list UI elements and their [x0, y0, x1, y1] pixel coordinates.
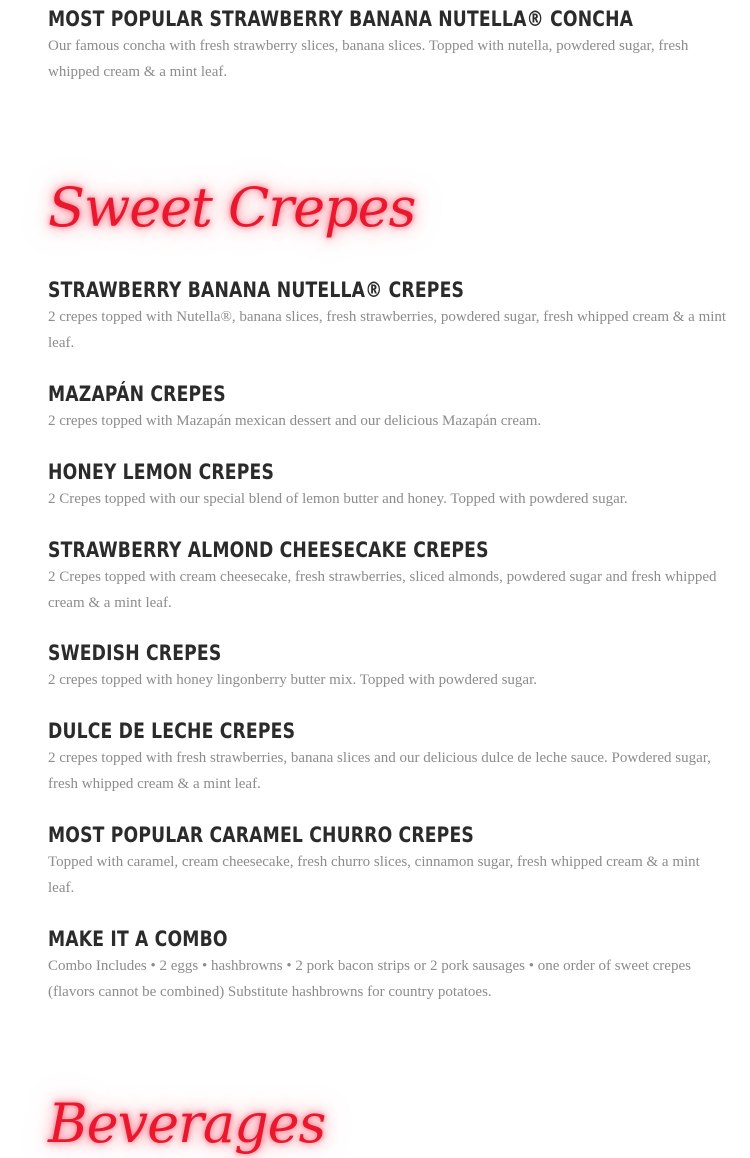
item-title: STRAWBERRY ALMOND CHEESECAKE CREPES	[48, 538, 489, 562]
menu-item	[48, 381, 728, 434]
menu-item	[48, 459, 728, 512]
menu-item	[48, 537, 728, 616]
item-title: HONEY LEMON CREPES	[48, 460, 275, 484]
item-title: STRAWBERRY BANANA NUTELLA® CREPES	[48, 278, 465, 302]
menu-item-concha	[48, 6, 728, 85]
menu-item	[48, 718, 728, 797]
item-description: 2 crepes topped with honey lingonberry butter mix. Topped with powdered sugar.	[48, 672, 537, 688]
item-description: 2 crepes topped with Mazapán mexican dessert and our delicious Mazapán cream.	[48, 413, 542, 429]
item-title: DULCE DE LECHE CREPES	[48, 719, 296, 743]
item-description: Our famous concha with fresh strawberry slices, banana slices. Topped with nutella, powdered sugar, fresh whipped cream & a mint leaf.	[48, 38, 689, 80]
item-description: 2 crepes topped with Nutella®, banana slices, fresh strawberries, powdered sugar, fresh whipped cream & a mint leaf.	[48, 309, 727, 351]
item-description: Combo Includes • 2 eggs • hashbrowns • 2 pork bacon strips or 2 pork sausages • one order of sweet crepes (flavors cannot be combined) Substitute hashbrowns for country potatoes.	[48, 958, 691, 1000]
item-title: MOST POPULAR CARAMEL CHURRO CREPES	[48, 823, 474, 847]
item-title: MOST POPULAR STRAWBERRY BANANA NUTELLA® CONCHA	[48, 7, 634, 31]
menu-item-combo	[48, 926, 728, 1005]
item-title: MAKE IT A COMBO	[48, 927, 228, 951]
item-description: 2 Crepes topped with our special blend of lemon butter and honey. Topped with powdered sugar.	[48, 491, 628, 507]
item-title: MAZAPÁN CREPES	[48, 382, 226, 406]
item-description: Topped with caramel, cream cheesecake, fresh churro slices, cinnamon sugar, fresh whipped cream & a mint leaf.	[48, 854, 700, 896]
item-title: SWEDISH CREPES	[48, 641, 222, 665]
section-heading-sweet-crepes: Sweet Crepes	[48, 176, 416, 239]
item-description: 2 Crepes topped with cream cheesecake, fresh strawberries, sliced almonds, powdered sugar and fresh whipped cream & a mint leaf.	[48, 569, 717, 611]
section-heading-beverages: Beverages	[48, 1092, 326, 1155]
menu-item	[48, 822, 728, 901]
menu-item	[48, 277, 728, 356]
item-description: 2 crepes topped with fresh strawberries, banana slices and our delicious dulce de leche sauce. Powdered sugar, fresh whipped cream & a mint leaf.	[48, 750, 711, 792]
menu-item	[48, 640, 728, 693]
